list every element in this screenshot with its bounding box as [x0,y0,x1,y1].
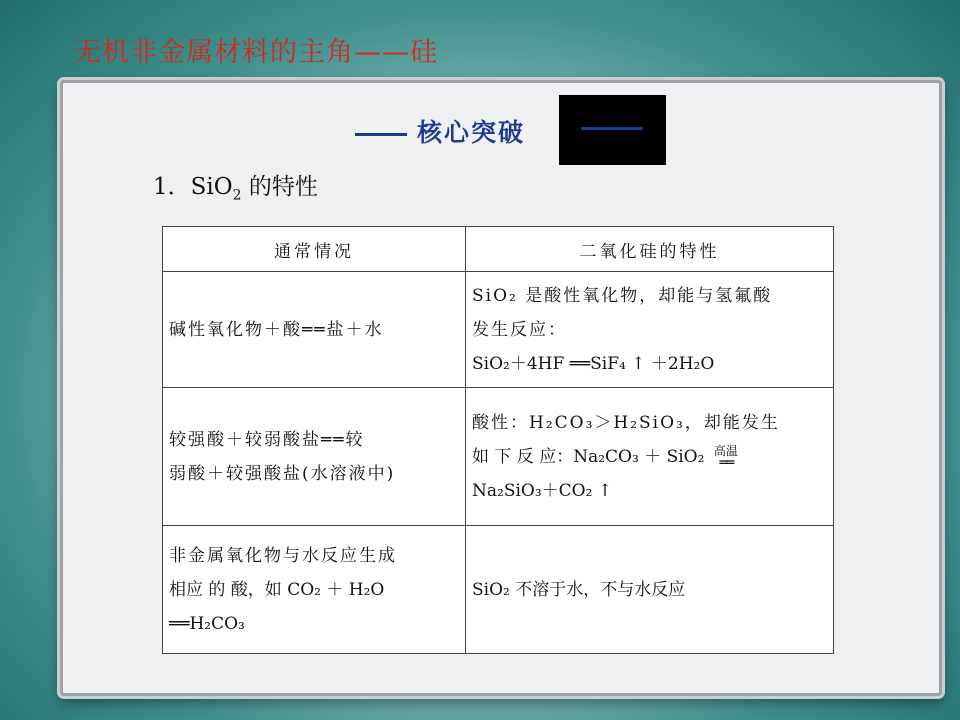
section-title-prefix: 1．SiO [153,174,233,200]
cell-special [466,272,834,388]
cell-line: SiO₂ 是酸性氧化物，却能与氢氟酸 [472,285,773,306]
cell-line: Na₂SiO₃＋CO₂ ↑ [472,480,613,501]
cell-line: 碱性氧化物＋酸══盐＋水 [169,319,384,340]
condition-label: 高温 [713,444,738,458]
slide-title: 无机非金属材料的主角——硅 [74,37,438,68]
cell-line: ══H₂CO₃ [169,613,245,634]
header-cell-normal: 通常情况 [163,227,466,272]
cell-line [472,440,827,474]
cell-normal [163,526,466,654]
cell-line: SiO₂＋4HF ══SiF₄ ↑ ＋2H₂O [472,353,715,374]
sio2-properties-table [162,226,834,654]
cell-line: 非金属氧化物与水反应生成 [169,545,397,566]
cell-line: SiO₂ 不溶于水，不与水反应 [472,579,686,600]
header-cell-special: 二氧化硅的特性 [466,227,834,272]
reaction-condition [714,445,738,469]
cell-special [466,388,834,526]
cell-line: 弱酸＋较强酸盐(水溶液中) [169,463,396,484]
section-title-suffix: 的特性 [241,174,318,200]
table-header-row [163,227,834,272]
cell-line: 较强酸＋较弱酸盐══较 [169,429,365,450]
section-heading [355,113,525,149]
reaction-text: 如 下 反 应：Na₂CO₃ ＋ SiO₂ [472,446,705,467]
equals-sign: ══ [719,455,733,471]
section-title-sub: 2 [232,187,242,204]
cell-line: 相应 的 酸，如 CO₂ ＋ H₂O [169,579,385,600]
black-overlay-box [559,95,666,165]
heading-dash-right [581,127,643,130]
cell-normal [163,272,466,388]
cell-special [466,526,834,654]
table-row [163,388,834,526]
cell-line: 酸性：H₂CO₃＞H₂SiO₃，却能发生 [472,412,780,433]
cell-normal [163,388,466,526]
table-row [163,526,834,654]
cell-line: 发生反应： [472,319,567,340]
table-row [163,272,834,388]
heading-text: 核心突破 [417,118,526,147]
heading-dash-left [355,133,407,136]
section-title [153,168,318,204]
